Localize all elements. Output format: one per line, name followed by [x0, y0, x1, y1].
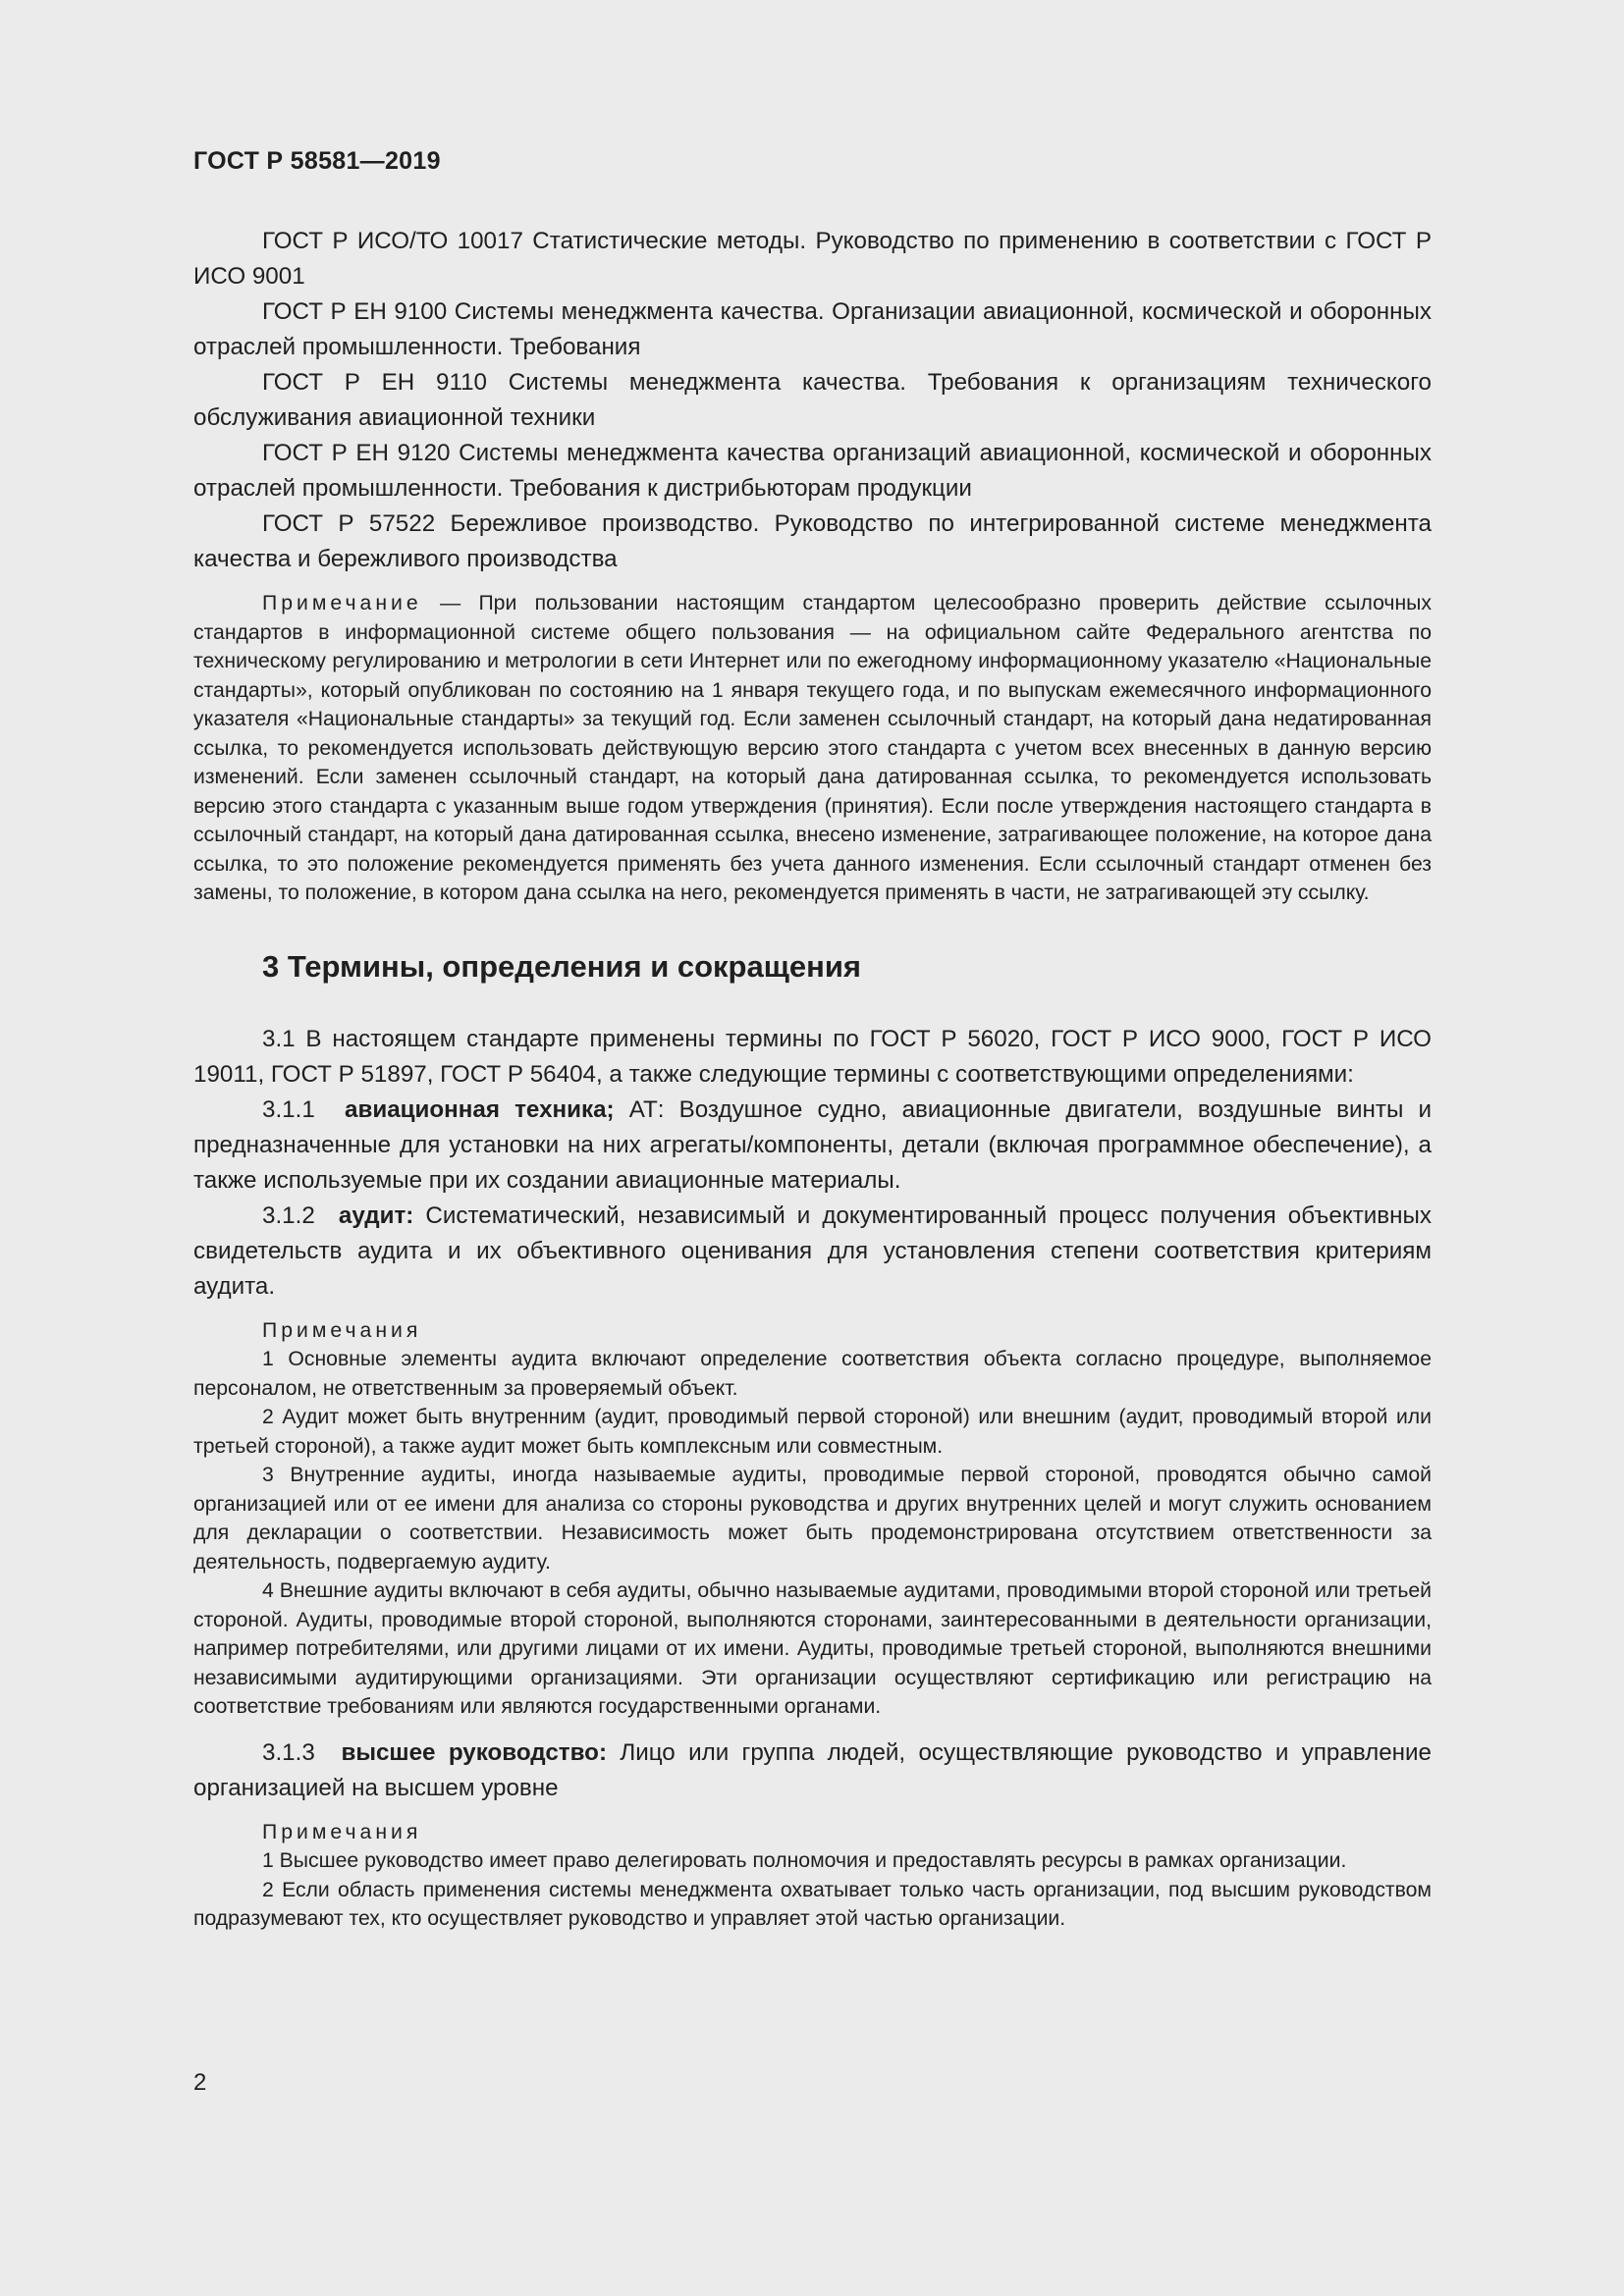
page-number: 2 — [193, 2069, 207, 2096]
document-header: ГОСТ Р 58581—2019 — [193, 147, 441, 175]
reference-item — [193, 224, 1432, 294]
term-number: 3.1.3 — [262, 1738, 315, 1766]
note-item: 1 Высшее руководство имеет право делегировать полномочия и предоставлять ресурсы в рамках организации. — [262, 1849, 1347, 1872]
term-number: 3.1.2 — [262, 1201, 315, 1229]
note-text: — При пользовании настоящим стандартом целесообразно проверить действие ссылочных стандартов в информационной системе общего пользования — на официальном сайте Федерального агентства по техническому регулированию и метрологии в сети Интернет или по ежегодному информационному указателю «Национальные стандарты», который опубликован по состоянию на 1 января текущего года, и по выпускам ежемесячного информационного указателя «Национальные стандарты» за текущий год. Если заменен ссылочный стандарт, на который дана недатированная ссылка, то рекомендуется использовать действующую версию этого стандарта с учетом всех внесенных в данную версию изменений. Если заменен ссылочный стандарт, на который дана датированная ссылка, то рекомендуется использовать версию этого стандарта с указанным выше годом утверждения (принятия). Если после утверждения настоящего стандарта в ссылочный стандарт, на который дана датированная ссылка, внесено изменение, затрагивающее положение, на которое дана ссылка, то это положение рекомендуется применять без учета данного изменения. Если ссылочный стандарт отменен без замены, то положение, в котором дана ссылка на него, рекомендуется применять в части, не затрагивающей эту ссылку. — [193, 592, 1432, 904]
section-title: 3 Термины, определения и сокращения — [262, 948, 861, 984]
reference-code: ГОСТ Р ЕН 9110 — [262, 369, 488, 396]
note-item: 3 Внутренние аудиты, иногда называемые аудиты, проводимые первой стороной, проводятся обычно самой организацией или от ее имени для анализа со стороны руководства и других внутренних целей и могут служить основанием для декларации о соответствии. Независимость может быть продемонстрирована отсутствием ответственности за деятельность, подвергаемую аудиту. — [193, 1464, 1432, 1574]
reference-code: ГОСТ Р 57522 — [262, 510, 436, 537]
note-item: 1 Основные элементы аудита включают определение соответствия объекта согласно процедуре, выполняемое персоналом, не ответственным за проверяемый объект. — [193, 1348, 1432, 1400]
reference-code: ГОСТ Р ЕН 9100 — [262, 298, 448, 325]
reference-code: ГОСТ Р ИСО/ТО 10017 — [262, 228, 523, 254]
notes-heading — [193, 1316, 1432, 1346]
reference-title: Системы менеджмента качества организаций авиационной, космической и оборонных отраслей промышленности. Требования к дистрибьюторам продукции — [193, 440, 1432, 502]
note-item: 2 Если область применения системы менеджмента охватывает только часть организации, под высшим руководством подразумевают тех, кто осуществляет руководство и управляет этой частью организации. — [193, 1878, 1432, 1930]
reference-title: Системы менеджмента качества. Организации авиационной, космической и оборонных отраслей промышленности. Требования — [193, 298, 1432, 360]
term-entry — [193, 1093, 1432, 1199]
term-entry — [193, 1735, 1432, 1806]
term-name: авиационная техника; — [345, 1095, 615, 1123]
notes-heading — [193, 1818, 1432, 1847]
reference-item — [193, 507, 1432, 577]
note-label: Примечание — [262, 592, 422, 614]
reference-title: Бережливое производство. Руководство по интегрированной системе менеджмента качества и бережливого производства — [193, 510, 1432, 572]
term-name: высшее руководство: — [341, 1738, 608, 1766]
notes-label: Примечания — [262, 1318, 422, 1342]
reference-item — [193, 365, 1432, 436]
notes-label: Примечания — [262, 1820, 422, 1843]
term-definition: Лицо или группа людей, осуществляющие руководство и управление организацией на высшем уровне — [193, 1738, 1433, 1801]
note-item: 2 Аудит может быть внутренним (аудит, проводимый первой стороной) или внешним (аудит, проводимый второй или третьей стороной), а также аудит может быть комплексным или совместным. — [193, 1406, 1432, 1458]
references-note — [193, 589, 1432, 908]
term-number: 3.1.1 — [262, 1095, 315, 1123]
section-intro: 3.1 В настоящем стандарте применены термины по ГОСТ Р 56020, ГОСТ Р ИСО 9000, ГОСТ Р ИСО 19011, ГОСТ Р 51897, ГОСТ Р 56404, а также следующие термины с соответствующими определениями: — [193, 1025, 1432, 1088]
term-entry — [193, 1199, 1432, 1305]
reference-code: ГОСТ Р ЕН 9120 — [262, 440, 451, 466]
reference-item — [193, 294, 1432, 365]
term-name: аудит: — [338, 1201, 414, 1229]
term-definition: АТ: Воздушное судно, авиационные двигатели, воздушные винты и предназначенные для установки на них агрегаты/компоненты, детали (включая программное обеспечение), а также используемые при их создании авиационные материалы. — [193, 1095, 1432, 1194]
note-item: 4 Внешние аудиты включают в себя аудиты, обычно называемые аудитами, проводимыми второй стороной или третьей стороной. Аудиты, проводимые второй стороной, выполняются сторонами, заинтересованными в деятельности организации, например потребителями, или другими лицами от их имени. Аудиты, проводимые третьей стороной, выполняются внешними независимыми аудитирующими организациями. Эти организации осуществляют сертификацию или регистрацию на соответствие требованиям или являются государственными органами. — [193, 1579, 1432, 1718]
reference-title: Статистические методы. Руководство по применению в соответствии с ГОСТ Р ИСО 9001 — [193, 228, 1432, 290]
reference-title: Системы менеджмента качества. Требования к организациям технического обслуживания авиационной техники — [193, 369, 1432, 431]
reference-item — [193, 436, 1432, 507]
term-definition: Систематический, независимый и документированный процесс получения объективных свидетельств аудита и их объективного оценивания для установления степени соответствия критериям аудита. — [193, 1201, 1432, 1300]
document-body — [193, 224, 1432, 1934]
